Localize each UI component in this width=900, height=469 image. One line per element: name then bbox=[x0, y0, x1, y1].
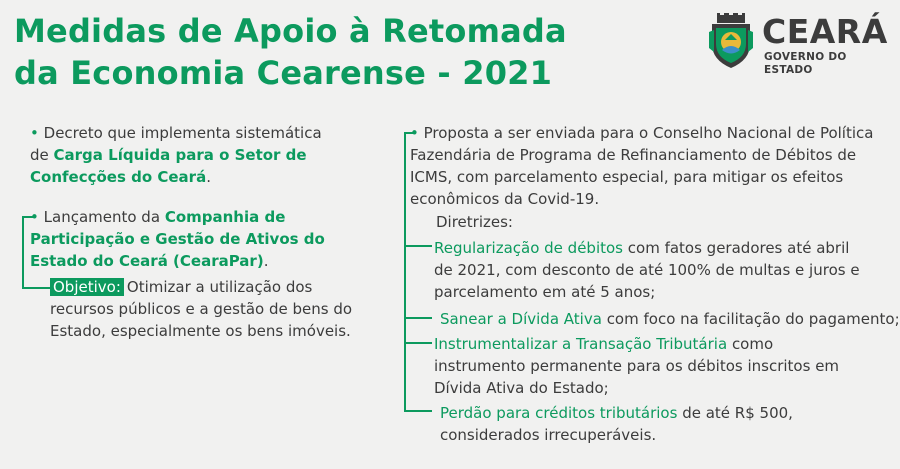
left-item-2-highlight: Companhia de bbox=[164, 208, 286, 226]
directive-4-text-2: considerados irrecuperáveis. bbox=[440, 426, 657, 444]
objective-text-2: recursos públicos e a gestão de bens do bbox=[50, 300, 353, 318]
logo-name: CEARÁ bbox=[762, 12, 888, 51]
d1-connector-h bbox=[404, 245, 432, 247]
left-item-1-period: . bbox=[206, 168, 211, 186]
objective bbox=[50, 276, 390, 342]
directive-2 bbox=[440, 308, 900, 330]
directive-4 bbox=[440, 402, 900, 446]
left-item-1-text: Decreto que implementa sistemática bbox=[43, 124, 322, 142]
directive-3 bbox=[434, 333, 894, 399]
bullet-icon: • bbox=[410, 124, 419, 142]
left-item-2-period: . bbox=[263, 252, 269, 270]
right-intro-line-4: econômicos da Covid-19. bbox=[410, 190, 600, 208]
directive-1-text-3: parcelamento em até 5 anos; bbox=[434, 283, 656, 301]
directive-4-text: de até R$ 500, bbox=[682, 404, 793, 422]
directive-1-text: com fatos geradores até abril bbox=[627, 239, 850, 257]
left-item-2 bbox=[30, 206, 380, 272]
directive-2-highlight: Sanear a Dívida Ativa bbox=[440, 310, 602, 328]
d4-connector-h bbox=[404, 410, 432, 412]
page-title-line-2: da Economia Cearense - 2021 bbox=[14, 54, 553, 92]
directive-2-text: com foco na facilitação do pagamento; bbox=[606, 310, 900, 328]
bullet-icon: • bbox=[30, 124, 39, 142]
right-tree-connector-v bbox=[404, 132, 406, 410]
right-intro-line-2: Fazendária de Programa de Refinanciamento de Débitos de bbox=[410, 146, 857, 164]
left-item-2-highlight-2: Participação e Gestão de Ativos do bbox=[30, 230, 325, 248]
coat-of-arms-icon bbox=[708, 12, 754, 70]
directive-3-highlight: Instrumentalizar a Transação Tributária bbox=[434, 335, 728, 353]
directive-3-text-2: instrumento permanente para os débitos inscritos em bbox=[434, 357, 840, 375]
left-item-2-text: Lançamento da bbox=[43, 208, 161, 226]
right-intro-line-3: ICMS, com parcelamento especial, para mitigar os efeitos bbox=[410, 168, 844, 186]
left-item-1-highlight-2: Confecções do Ceará bbox=[30, 168, 207, 186]
d3-connector-h bbox=[404, 342, 432, 344]
left-item-2-connector-v bbox=[22, 216, 24, 288]
left-item-1-highlight: Carga Líquida para o Setor de bbox=[53, 146, 307, 164]
left-item-2-highlight-3: Estado do Ceará (CearaPar) bbox=[30, 252, 264, 270]
directive-3-text: como bbox=[731, 335, 774, 353]
ceara-logo bbox=[708, 12, 888, 76]
left-item-1 bbox=[30, 122, 380, 188]
logo-subtitle: GOVERNO DO ESTADO bbox=[764, 51, 847, 76]
right-intro-line-1: Proposta a ser enviada para o Conselho Nacional de Política bbox=[423, 124, 874, 142]
directive-1-text-2: de 2021, com desconto de até 100% de multas e juros e bbox=[434, 261, 860, 279]
d2-connector-h bbox=[404, 317, 432, 319]
directive-3-text-3: Dívida Ativa do Estado; bbox=[434, 379, 609, 397]
right-intro bbox=[410, 122, 890, 210]
directive-1-highlight: Regularização de débitos bbox=[434, 239, 623, 257]
directive-4-highlight: Perdão para créditos tributários bbox=[440, 404, 678, 422]
objective-text-3: Estado, especialmente os bens imóveis. bbox=[50, 322, 351, 340]
page-title bbox=[14, 10, 567, 94]
objective-label: Objetivo: bbox=[50, 278, 124, 296]
page-title-line-1: Medidas de Apoio à Retomada bbox=[14, 12, 567, 50]
diretrizes-label: Diretrizes: bbox=[436, 213, 513, 231]
objective-connector-h bbox=[22, 287, 50, 289]
bullet-icon: • bbox=[30, 208, 39, 226]
objective-text-1: Otimizar a utilização dos bbox=[126, 278, 313, 296]
left-item-1-text-2: de bbox=[30, 146, 49, 164]
directive-1 bbox=[434, 237, 894, 303]
